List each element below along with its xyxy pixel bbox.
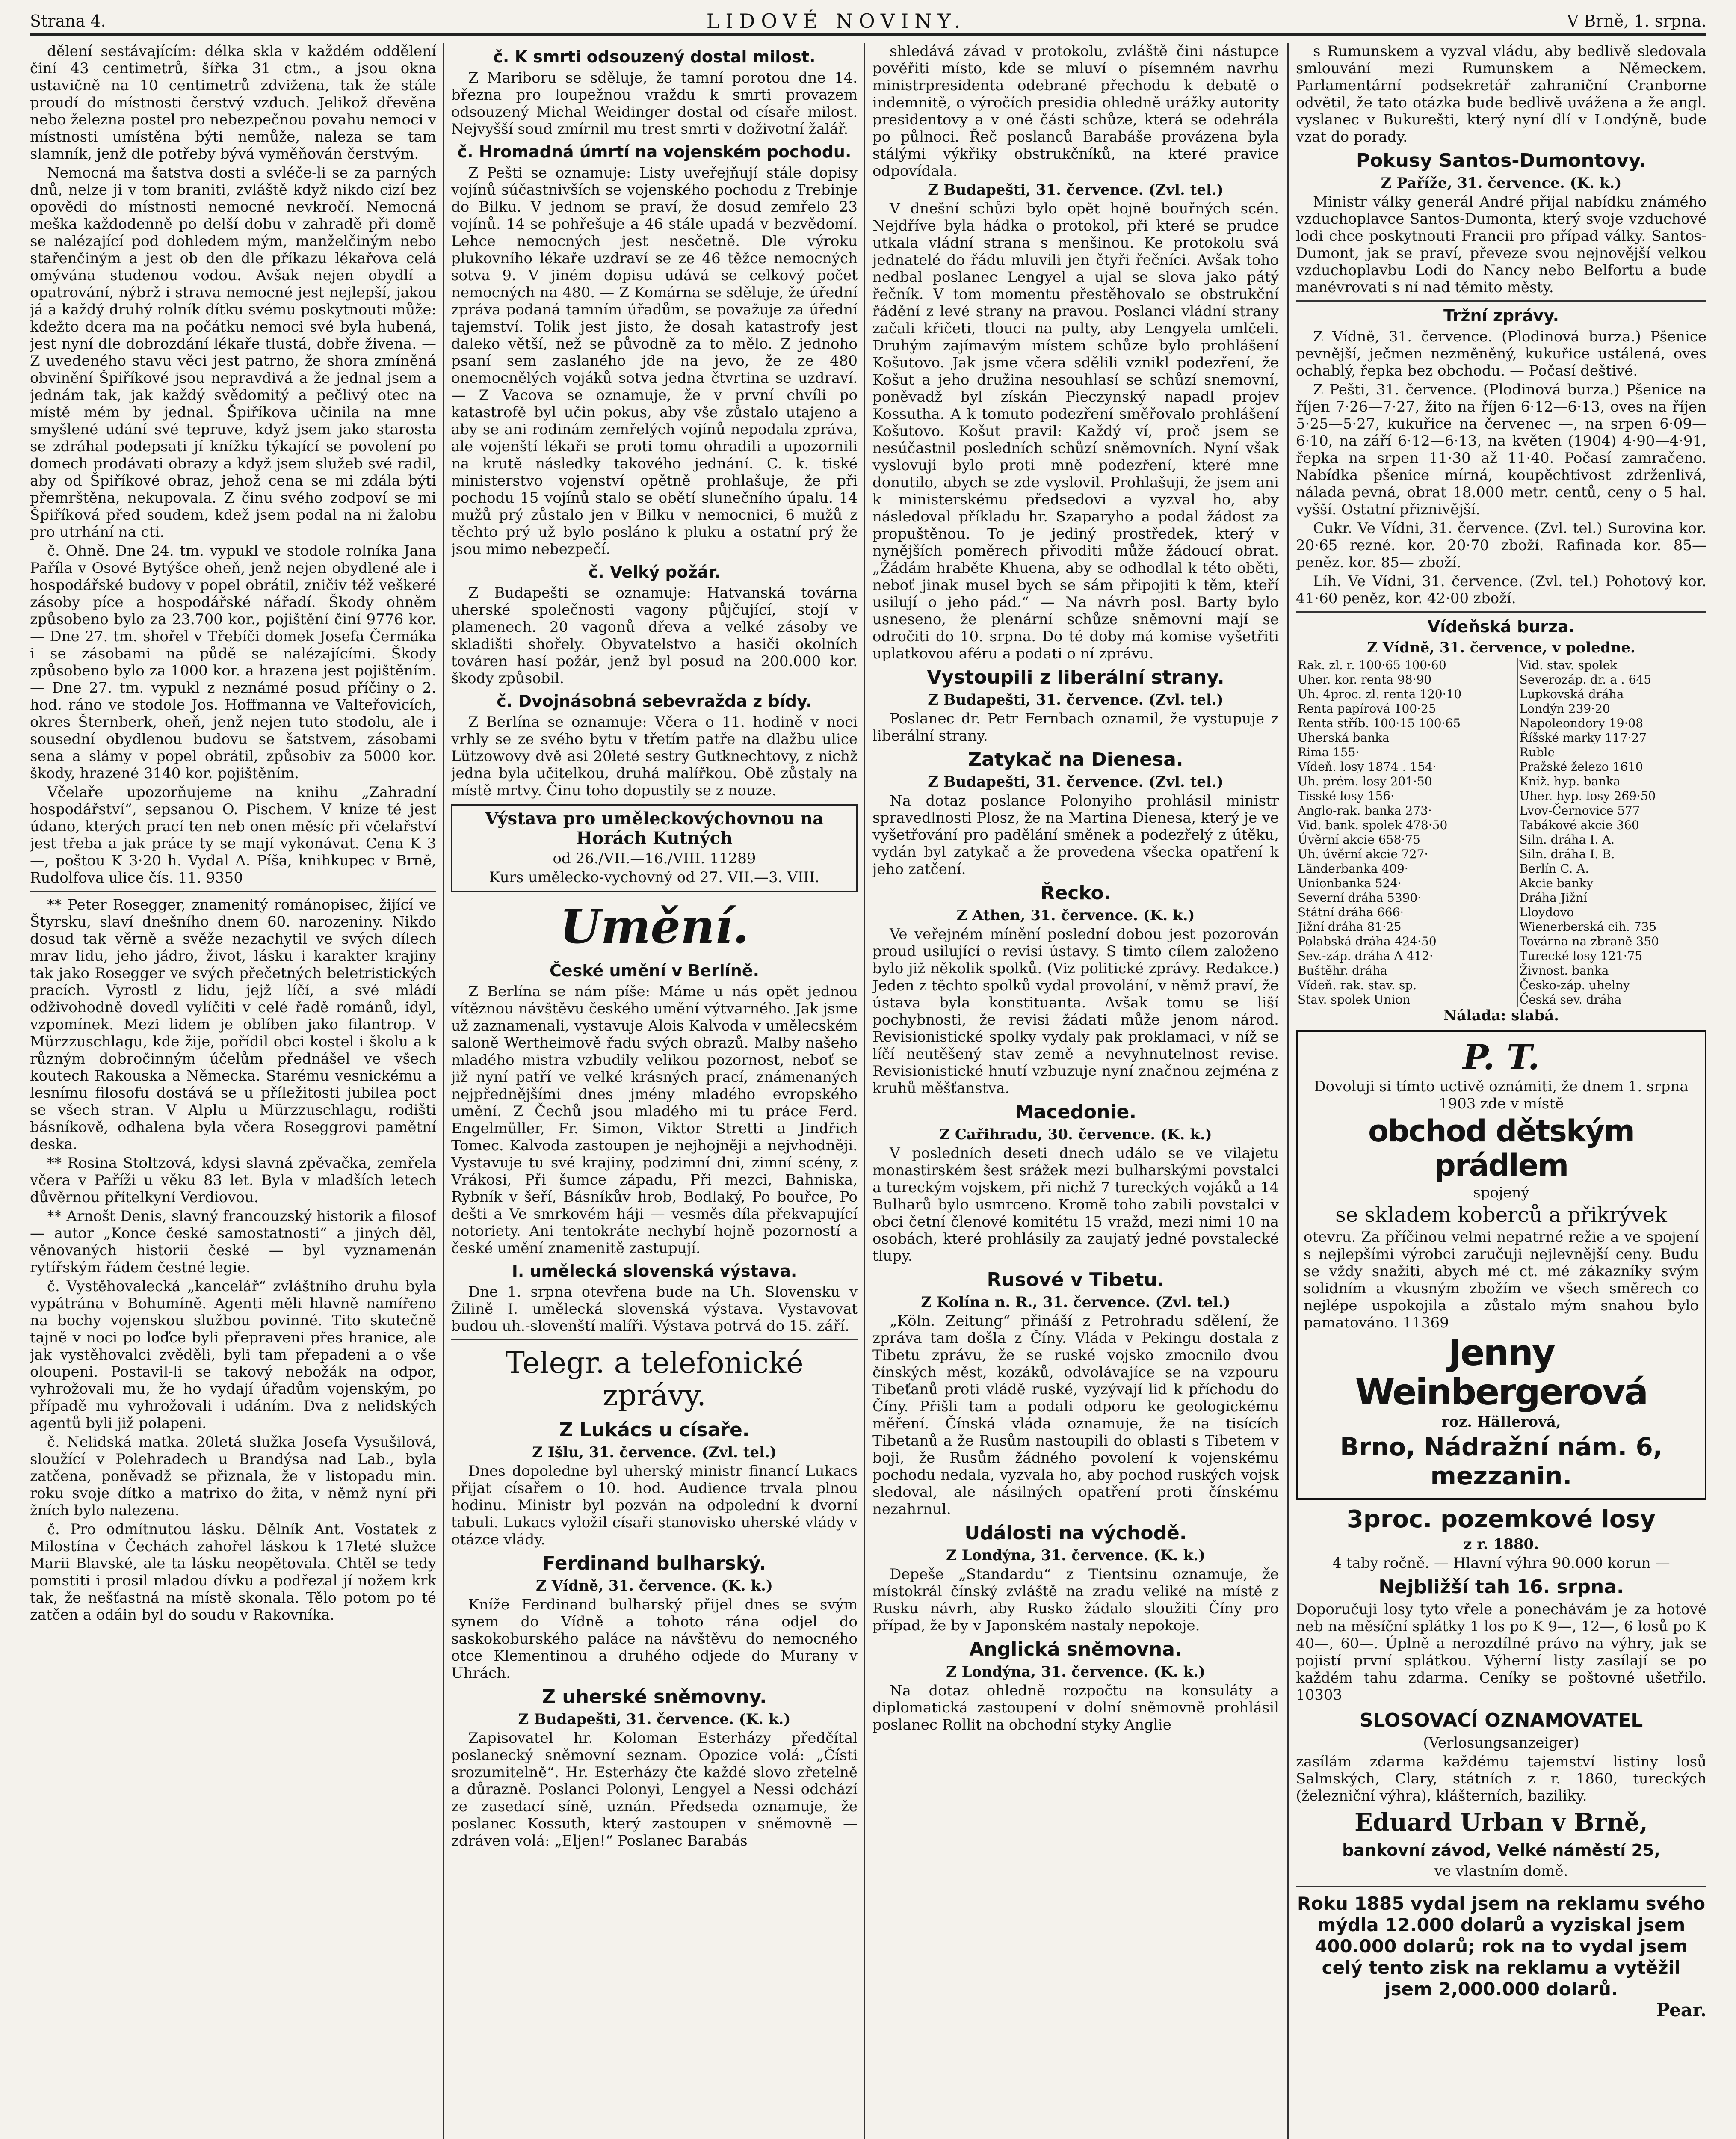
stock-cell: Dráha Jižní xyxy=(1519,891,1587,905)
notice-number: 11289 xyxy=(710,850,756,867)
stock-cell: Rak. zl. r. 100·65 100·60 xyxy=(1296,658,1517,673)
stock-row xyxy=(1296,818,1706,832)
ad-text: zasílám zdarma každému tajemství listiny losů Salmských, Clary, státních z r. 1860, tureckých (železniční výhra), klášterních, baziliky. xyxy=(1296,1753,1706,1804)
stock-row xyxy=(1296,963,1706,978)
stock-row xyxy=(1296,658,1706,673)
article-rosegger: ** Peter Rosegger, znamenitý románopisec, žijící ve Štyrsku, slaví dnešního dnem 60. narozeniny. Nikdo dosud tak věrně a svěže nezachytil ve svých dílech mrav lidu, jeho jádro, život, lásku i karakter krajiny tak jako Rosegger ve svých přečetných beletristických pracích. Vyrostl z lidu, jejž líčí, a své mládí odživohodně dovedl vylíčiti v celé řadě románů, idyl, vzpomínek. Mezi lidem je oblíben jako filantrop. V Mürzzuschlagu, kde žije, pořídil obci kostel i školu a k různým dobročinným účelům přednášel ve všech koutech Rakouska a Německa. Starému vesnickému a lesnímu filosofu dostává se u příležitosti jubilea poct se všech stran. V Alplu u Mürzzuschlagu, rodišti básníkově, odhalena byla včera Roseggrovi pamětní deska. xyxy=(30,896,436,1153)
masthead-title: LIDOVÉ NOVINY. xyxy=(706,9,967,33)
stock-cell: Vídeň. rak. stav. sp. xyxy=(1296,978,1517,992)
exhibition-notice xyxy=(451,804,858,892)
dateline: Z Athen, 31. července. (K. k.) xyxy=(956,907,1195,924)
column-divider xyxy=(1287,43,1289,2139)
stock-row xyxy=(1296,949,1706,963)
article-paragraph: Dnes dopoledne byl uherský ministr financí Lukacs přijat císařem o 10. hod. Audience trvala plnou hodinu. Ministr byl pozván na odpolední k dvorní tabuli. Lukacs vyložil císaři stanovisko uherské vlády v otázce vlády. xyxy=(451,1463,858,1548)
article-paragraph: Z Pešti se oznamuje: Listy uveřejňují stále dopisy vojínů súčastnivších se vojenského pochodu z Trebinje do Bilku. V jednom se praví, že dosud zemřelo 23 vojínů. 14 se pohřešuje a 46 stále upadá v bezvědomí. Lehce nemocných jest nesčetně. Dle výroku plukovního lékaře uzdraví se ze 46 těžce nemocných sotva 9. V jiném dopisu udává se celkový počet nemocných na 480. — Z Komárna se sděluje, že úřední zpráva podaná tamním úřadům, se považuje za úřední tajemství. Tolik jest jisto, že dosah katastrofy jest daleko větší, než se původně za to mělo. Z jednoho psaní sem zaslaného jde na jevo, že ze 480 onemocnělých vojáků sotva jedna čtvrtina se uzdraví. — Z Vacova se oznamuje, že v první chvíli po katastrofě byl učin pokus, aby vše zůstalo utajeno a aby se ani rodinám zemřelých vojínů nepodala zpráva, ale vojenští lékaři se proti tomu ohradili a upozornili na krutě následky takového jednání. C. k. tiské ministerstvo vojenství opětně prohlašuje, že při pochodu 15 vojínů stalo se obětí slunečního úpalu. 14 mužů prý zůstalo jen v Bilku v nemocnici, 6 mužů z těchto prý už bylo posláno k pluku a ostatní prý že jsou mimo nebezpečí. xyxy=(451,164,858,558)
stock-cell: Turecké losy 121·75 xyxy=(1519,949,1643,963)
headline: Vídeňská burza. xyxy=(1427,617,1575,636)
stock-row xyxy=(1296,687,1706,702)
dateline: Z Vídně, 31. července, v poledne. xyxy=(1367,639,1635,656)
stock-cell: Úvěrní akcie 658·75 xyxy=(1296,832,1517,847)
ad-text: (Verlosungsanzeiger) xyxy=(1423,1734,1579,1751)
stock-cell: Uh. úvěrní akcie 727· xyxy=(1296,847,1517,862)
article-paragraph: V posledních deseti dnech událo se ve vilajetu monastirském šest srážek mezi bulharskými povstalci a tureckým vojskem, při nichž 7 tureckých vojáků a 14 Bulharů bylo usmrceno. Kromě toho zabili povstalci v obci četní členové komitétu 15 vražd, mezi nimi 10 na osobách, které prohlásily za zaujatý jedné povstalecké tlupy. xyxy=(872,1145,1279,1265)
ad-address: Brno, Nádražní nám. 6, mezzanin. xyxy=(1340,1432,1662,1490)
dateline: Z Išlu, 31. července. (Zvl. tel.) xyxy=(532,1444,777,1461)
stock-cell: Wienerberská cih. 735 xyxy=(1519,920,1657,934)
ad-headline: obchod dětským prádlem xyxy=(1368,1114,1634,1183)
ad-salutation: P. T. xyxy=(1463,1037,1540,1077)
stock-cell: Lvov-Černovice 577 xyxy=(1519,803,1640,818)
ad-text: spojený xyxy=(1473,1184,1529,1201)
article-paragraph: dělení sestávajícím: délka skla v každém oddělení činí 43 centimetrů, šířka 31 ctm., a jsou okna ustavičně na 10 centimetrů zdvižena, tak že stále proudí do místnosti čerstvý vzduch. Jelikož dřevěna nebo železna postel pro nebezpečnou povahu nemoci v místnosti umístěna býti nemůže, naleza se tam slamník, jenž dle potřeby bývá vyměňován čerstvým. xyxy=(30,43,436,163)
article-paragraph: Zapisovatel hr. Koloman Esterházy předčítal poslanecký sněmovní seznam. Opozice volá: „Čísti srozumitelně“. Hr. Esterházy čte každé slovo zřetelně a důrazně. Poslanci Polonyi, Lengyel a Nessi odchází ze zasedací síně, uznán. Předseda oznamuje, že poslanec Kossuth, který zastoupen v sněmovně — zdráven volá: „Eljen!“ Poslanec Barabás xyxy=(451,1730,858,1849)
stock-cell: Lloydovo xyxy=(1519,905,1574,919)
ad-text: ve vlastním domě. xyxy=(1434,1863,1568,1880)
dateline: Z Budapešti, 31. července. (K. k.) xyxy=(518,1711,791,1728)
stock-cell: Lupkovská dráha xyxy=(1519,687,1624,701)
article-laska: č. Pro odmítnutou lásku. Dělník Ant. Vostatek z Milostína v Čechách zahořel láskou k 17leté služce Marii Blavské, ale ta lásku neopětovala. Chtěl se tedy pomstiti i prosil mladou dívku a podřezal jí nožem krk tak, že nešťastná na místě skonala. Tělo potom po té zatčen a odáin byl do soudu v Rakovníka. xyxy=(30,1521,436,1624)
section-title-telegr: Telegr. a telefonické zprávy. xyxy=(505,1346,804,1413)
stock-row xyxy=(1296,760,1706,774)
stock-row xyxy=(1296,673,1706,687)
ad-year: z r. 1880. xyxy=(1463,1536,1539,1553)
stock-cell: Rima 155· xyxy=(1296,745,1517,760)
article-paragraph: Na dotaz poslance Polonyiho prohlásil ministr spravedlnosti Plosz, že na Martina Dienesa, který je ve vyšetřování pro padělání směnek a podezřelý z útěku, vydán byl zatykač a že provedena všecka opatření k jeho zatčení. xyxy=(872,792,1279,878)
stock-cell: Sev.-záp. dráha A 412· xyxy=(1296,949,1517,963)
dateline: Z Londýna, 31. července. (K. k.) xyxy=(946,1547,1206,1564)
divider xyxy=(30,891,436,892)
notice-course: Kurs umělecko-vychovný od 27. VII.—3. VIII. xyxy=(489,869,819,886)
stock-cell: Siln. dráha I. A. xyxy=(1519,832,1615,847)
dateline: Z Budapešti, 31. července. (Zvl. tel.) xyxy=(928,773,1224,791)
article-matka: č. Nelidská matka. 20letá služka Josefa Vysušilová, sloužící v Polehradech u Brandýsa nad Lab., byla zatčena, poněvadž se přiznala, že v listopadu min. roku svoje dítko a matrixo do žita, v němž nyní při žních bylo nalezena. xyxy=(30,1434,436,1519)
headline: Z uherské sněmovny. xyxy=(542,1686,767,1708)
market-mood: Nálada: slabá. xyxy=(1443,1007,1559,1024)
stock-cell: Severozáp. dr. a . 645 xyxy=(1519,673,1652,687)
column-2 xyxy=(451,43,858,2139)
article-paragraph: Z Budapešti se oznamuje: Hatvanská továrna uherské společnosti vagony půjčující, stojí v plamenech. 20 vagonů dřeva a velké zásoby ve skladišti shořely. Obyvatelstvo a hasiči okolních továren hasí požár, jenž byl posud na 200.000 kor. škody způsobil. xyxy=(451,584,858,687)
stock-cell: Unionbanka 524· xyxy=(1296,876,1517,891)
market-report: Cukr. Ve Vídni, 31. července. (Zvl. tel.) Surovina kor. 20·65 rezné. kor. 20·70 zboží. Rafinada kor. 85— peněz. kor. 85— zboží. xyxy=(1296,520,1706,571)
page-number: Strana 4. xyxy=(30,12,106,30)
article-paragraph: Kníže Ferdinand bulharský přijel dnes se svým synem do Vídně a tohoto rána odjel do saskokoburského paláce na návštěvu do nemocného otce Klementinou a druhého odjede do Murany v Uhrách. xyxy=(451,1596,858,1682)
market-report: Z Vídně, 31. července. (Plodinová burza.) Pšenice pevnější, ječmen nezměněný, kukuřice ustálená, oves ochablý, řepka bez obchodu. — Počasí deštivé. xyxy=(1296,328,1706,379)
column-divider xyxy=(443,43,444,2139)
column-4 xyxy=(1296,43,1706,2139)
headline: Pokusy Santos-Dumontovy. xyxy=(1356,150,1647,172)
ad-text: 4 taby ročně. — Hlavní výhra 90.000 korun — xyxy=(1332,1555,1670,1572)
market-report: Líh. Ve Vídni, 31. července. (Zvl. tel.) Pohotový kor. 41·60 peněz, kor. 42·00 zboží. xyxy=(1296,573,1706,607)
headline: Anglická sněmovna. xyxy=(969,1638,1182,1660)
stock-cell: Vídeň. losy 1874 . 154· xyxy=(1296,760,1517,774)
article-paragraph: shledává závad v protokolu, zvláště čini nástupce pověřiti místo, kde se mluví o písemném navrhu ministrpresidenta odebrané přechodu k debatě o indemnitě, o výročích presidia ohledně urážky autority presidentovy a v oné části schůze, která se odehrála po půlnoci. Řeč poslanců Barabáše provázena byla stálými výkřiky obstrukčníků, na které pravice odpovídala. xyxy=(872,43,1279,180)
divider xyxy=(1296,1886,1706,1887)
advert-urban xyxy=(1296,1709,1706,1880)
headline: Rusové v Tibetu. xyxy=(987,1269,1165,1291)
ad-headline: SLOSOVACÍ OZNAMOVATEL xyxy=(1359,1709,1643,1731)
ad-address: bankovní závod, Velké náměstí 25, xyxy=(1342,1841,1660,1860)
stock-row xyxy=(1296,716,1706,731)
headline: č. K smrti odsouzený dostal milost. xyxy=(493,47,816,66)
stock-row xyxy=(1296,745,1706,760)
stock-cell: Akcie banky xyxy=(1519,876,1594,890)
article-kancelar: č. Vystěhovalecká „kancelář“ zvláštního druhu byla vypátrána v Bohumíně. Agenti měli hlavně namířeno na bochy vojenskou službou povinné. Tito skutečně tajně v noci po loďce byli přepraveni přes hranice, ale jak vystěhovalci zvěděli, byli tam přepadeni a o vše oloupeni. Postavil-li se takový nebožák na odpor, vyhrožovali mu, že ho vydají úřadům vojenským, po případě mu vyhrožovali i udáním. Dva z nelidských agentů byli již polapeni. xyxy=(30,1278,436,1432)
ad-maiden-name: roz. Hällerová, xyxy=(1441,1413,1561,1431)
stock-cell: Vid. stav. spolek xyxy=(1519,658,1618,672)
divider xyxy=(451,1339,858,1340)
article-paragraph: Na dotaz ohledně rozpočtu na konsuláty a diplomatická zastoupení v dolní sněmovně prohlásil poslanec Rollit na obchodní styky Anglie xyxy=(872,1682,1279,1733)
dateline: Z Budapešti, 31. července. (Zvl. tel.) xyxy=(928,691,1224,708)
stock-row xyxy=(1296,774,1706,789)
headline: č. Dvojnásobná sebevražda z bídy. xyxy=(497,692,812,711)
page-date: V Brně, 1. srpna. xyxy=(1567,12,1706,30)
stock-row xyxy=(1296,905,1706,920)
stock-cell: Uherská banka xyxy=(1296,731,1517,745)
stock-cell: Česká sev. dráha xyxy=(1519,992,1622,1007)
headline: Tržní zprávy. xyxy=(1443,306,1559,325)
article-paragraph: Poslanec dr. Petr Fernbach oznamil, že vystupuje z liberální strany. xyxy=(872,710,1279,744)
article-paragraph: Ministr války generál André přijal nabídku známého vzduchoplavce Santos-Dumonta, který svoje vzduchové lodi chce poskytnouti Francii pro případ války. Santos-Dumont, jak se praví, převeze svou nejnovější velkou vzduchoplavbu Lodi do Nancy nebo Belfortu a bude manévrovati s ní nad těmito městy. xyxy=(1296,193,1706,296)
stock-cell: Berlín C. A. xyxy=(1519,862,1589,876)
ad-name: Jenny Weinbergerová xyxy=(1355,1332,1647,1413)
stock-row xyxy=(1296,920,1706,934)
market-report: Z Pešti, 31. července. (Plodinová burza.) Pšenice na říjen 7·26—7·27, žito na říjen 6·12—6·13, oves na říjen 5·25—5·27, kukuřice na červenec —, na srpen 6·09—6·10, na září 6·12—6·13, na květen (1904) 4·90—4·91, řepka na srpen 11·30 až 11·40. Počasí zamračeno. Nabídka pšenice mírná, koupěchtivost zdrženlivá, nálada pevná, obrat 18.000 metr. centů, ceny o 5 hal. vyšší. Ostatní přiznivější. xyxy=(1296,381,1706,518)
stock-row xyxy=(1296,702,1706,716)
stock-cell: Anglo-rak. banka 273· xyxy=(1296,803,1517,818)
stock-cell: Ruble xyxy=(1519,745,1555,759)
article-paragraph: s Rumunskem a vyzval vládu, aby bedlivě sledovala smlouvání mezi Rumunskem a Německem. Parlamentární podsekretář zahraniční Cranborne odvětil, že tato otázka bude bedlivě uvážena a že angl. vyslanec v Bukurešti, který nyní dlí v Londýně, bude vzat do porady. xyxy=(1296,43,1706,145)
stock-cell: Länderbanka 409· xyxy=(1296,862,1517,876)
stock-cell: Uh. 4proc. zl. renta 120·10 xyxy=(1296,687,1517,702)
headline: Události na východě. xyxy=(964,1522,1187,1544)
headline: Macedonie. xyxy=(1014,1101,1137,1123)
dateline: Z Paříže, 31. července. (K. k.) xyxy=(1381,175,1622,192)
stock-cell: Uher. kor. renta 98·90 xyxy=(1296,673,1517,687)
stock-cell: Tabákové akcie 360 xyxy=(1519,818,1639,832)
dateline: Z Cařihradu, 30. července. (K. k.) xyxy=(939,1126,1212,1143)
ad-text: Roku 1885 vydal jsem na reklamu svého mýdla 12.000 dolarů a vyziskal jsem 400.000 dolarů; rok na to vydal jsem celý tento zisk na reklamu a vytěžil jsem 2,000.000 dolarů. xyxy=(1297,1893,1706,2000)
section-title-umeni: Umění. xyxy=(559,899,749,954)
stock-row xyxy=(1296,876,1706,891)
column-3 xyxy=(872,43,1279,2139)
article-paragraph: Ve veřejném mínění poslední dobou jest pozorován proud usilující o revisi ústavy. S timto cílem založeno bylo již několik spolků. (Viz politické zprávy. Redakce.) Jeden z těchto spolků vydal provolání, v němž praví, že ústava byla konstituanta. Avšak tomu se liší pochybnosti, že revisi žádati může jenom národ. Revisionistické spolky vydaly pak proklamaci, v níž se líčí neutěšený stav země a nevyhnutelnost revise. Revisionistické hnutí vzbuzuje nyní značnou zejména z kruhů měšťanstva. xyxy=(872,926,1279,1097)
stock-cell: Buštěhr. dráha xyxy=(1296,963,1517,978)
dateline: Z Budapešti, 31. července. (Zvl. tel.) xyxy=(928,181,1224,198)
ad-headline: 3proc. pozemkové losy xyxy=(1346,1505,1656,1533)
stock-cell: Renta papírová 100·25 xyxy=(1296,702,1517,716)
ad-signature: Pear. xyxy=(1656,2000,1706,2020)
column-divider xyxy=(864,43,865,2139)
divider xyxy=(1296,300,1706,302)
article-paragraph: Z Berlína se nám píše: Máme u nás opět jednou vítěznou návštěvu českého umění výtvarného. Jak jsme už zaznamenali, vystavuje Alois Kalvoda v umělecském saloně Wertheimově řadu svých obrazů. Malby našeho mladého mistra vzbudily velikou pozornost, neboť se již nyní patří ve velké krásných prací, známenaných nejpřednějšími dnes jmény mladého evropského umění. Z Čechů jsou mladého mi tu práce Ferd. Engelmüller, Fr. Simon, Viktor Stretti a Jindřich Tomec. Kalvoda zastoupen je nejhojněji a nejvhodněji. Vystavuje tu své krajiny, podzimní dni, zimní scény, z Vrákosi, Při šumce západu, Při mezci, Bahniska, Rybník v šeří, Básníkův hrob, Bodlaký, Po bouřce, Po dešti a Ve smrkovém háji — vesměs díla překvapující notoriety. Ani tentokráte nechybí hojně pozorností a české umění znamenitě zastupují. xyxy=(451,983,858,1257)
dateline: Z Vídně, 31. července. (K. k.) xyxy=(536,1577,773,1594)
stock-table xyxy=(1296,658,1706,1007)
article-paragraph: Depeše „Standardu“ z Tientsinu oznamuje, že místokrál čínský zvláště na zradu veliké na místě z Rusku návrh, aby Rusko žádalo sloužiti Číny pro případ, že by v Japonském nastaly nepokoje. xyxy=(872,1566,1279,1634)
page-header xyxy=(30,9,1706,36)
ad-text: Doporučuji losy tyto vřele a ponechávám je za hotové neb na měsíční splátky 1 los po K 9—, 12—, 6 losů po K 40—, 60—. Úplně a nerozdílné právo na výhry, jak se pojistí první splátkou. Výherní listy zasílají se po každém tahu zdarma. Ceníky se poštovné ušetřilo. 10303 xyxy=(1296,1601,1706,1703)
article-paragraph: Z Mariboru se sděluje, že tamní porotou dne 14. března pro loupežnou vraždu k smrti provazem odsouzený Michal Weidinger dostal od císaře milost. Nejvyšší soud zmírnil mu trest smrti v doživotní žalář. xyxy=(451,69,858,138)
stock-cell: Kníž. hyp. banka xyxy=(1519,774,1621,788)
article-stoltzova: ** Rosina Stoltzová, kdysi slavná zpěvačka, zemřela včera v Paříži u věku 83 let. Byla v mladších letech důvěrnou přítelkyní Verdiovou. xyxy=(30,1155,436,1206)
headline: Zatykač na Dienesa. xyxy=(968,749,1183,770)
article-paragraph: „Köln. Zeitung“ přináší z Petrohradu sdělení, že zpráva tam došla z Číny. Vláda v Pekingu dostala z Tibetu zprávu, že se ruské vojsko zmocnilo dvou čínských měst, kozáků, odvolávajíce se na vzpouru Tibeťanů proti vládě ruské, vyzývají lid k příchodu do Číny. Přišli tam a podali odporu ke geologickému měření. Čínská vláda oznamuje, že na tisících Tibetanů a že Rusům nastoupili do oblasti s Tibetem v boji, že Rusům žádného povolení k vojenskému pochodu nedala, vyzvala ho, aby pochod ruských vojsk sledoval, ale násilných opatření proti čínskému nezahrnul. xyxy=(872,1312,1279,1518)
dateline: Z Londýna, 31. července. (K. k.) xyxy=(946,1663,1206,1680)
article-paragraph: Dne 1. srpna otevřena bude na Uh. Slovensku v Žilině I. umělecká slovenská výstava. Vystavovat budou uh.-slovenští malíři. Výstava potrvá do 15. září. xyxy=(451,1283,858,1335)
stock-cell: Pražské železo 1610 xyxy=(1519,760,1643,774)
column-1 xyxy=(30,43,436,2139)
stock-row xyxy=(1296,832,1706,847)
stock-cell: Uher. hyp. losy 269·50 xyxy=(1519,789,1656,803)
headline: č. Velký požár. xyxy=(588,563,721,581)
ad-subheadline: Nejbližší tah 16. srpna. xyxy=(1378,1576,1624,1598)
stock-row xyxy=(1296,789,1706,803)
advert-pear xyxy=(1296,1893,1706,2019)
stock-row xyxy=(1296,934,1706,949)
stock-cell: Vid. bank. spolek 478·50 xyxy=(1296,818,1517,832)
stock-row xyxy=(1296,992,1706,1007)
stock-cell: Londýn 239·20 xyxy=(1519,702,1610,716)
ad-name: Eduard Urban v Brně, xyxy=(1354,1808,1648,1837)
divider xyxy=(1296,611,1706,613)
ad-subheadline: se skladem koberců a přikrývek xyxy=(1335,1203,1667,1227)
headline: Řecko. xyxy=(1040,882,1111,904)
stock-cell: Severní dráha 5390· xyxy=(1296,891,1517,905)
stock-cell: Renta stříb. 100·15 100·65 xyxy=(1296,716,1517,731)
stock-row xyxy=(1296,847,1706,862)
stock-row xyxy=(1296,731,1706,745)
stock-row xyxy=(1296,803,1706,818)
stock-row xyxy=(1296,891,1706,905)
book-notice: Včelaře upozorňujeme na knihu „Zahradní hospodářství“, sepsanou O. Pischem. V knize té jest údano, kterých prací ten neb onen měsíc při včelařství jest třeba a jak práce ty se mají vykonávat. Cena K 3—, poštou K 3·20 h. Vydal A. Píša, knihkupec v Brně, Rudolfova ulice čís. 11. 9350 xyxy=(30,784,436,886)
notice-dates: od 26./VII.—16./VIII. xyxy=(553,850,705,867)
headline: České umění v Berlíně. xyxy=(549,961,760,980)
stock-cell: Stav. spolek Union xyxy=(1296,992,1517,1007)
headline: I. umělecká slovenská výstava. xyxy=(512,1262,797,1280)
headline: Ferdinand bulharský. xyxy=(542,1552,766,1574)
advert-losy xyxy=(1296,1506,1706,1703)
stock-cell: Továrna na zbraně 350 xyxy=(1519,934,1659,948)
ad-text: Dovoluji si tímto uctivě oznámiti, že dnem 1. srpna 1903 zde v místě xyxy=(1314,1078,1689,1112)
advert-weinbergerova xyxy=(1296,1030,1706,1500)
stock-cell: Napoleondory 19·08 xyxy=(1519,716,1644,730)
stock-cell: Státní dráha 666· xyxy=(1296,905,1517,920)
stock-row xyxy=(1296,862,1706,876)
dateline: Z Kolína n. R., 31. července. (Zvl. tel.) xyxy=(921,1294,1230,1311)
stock-cell: Česko-záp. uhelny xyxy=(1519,978,1630,992)
headline: č. Hromadná úmrtí na vojenském pochodu. xyxy=(457,142,852,161)
article-paragraph: Z Berlína se oznamuje: Včera o 11. hodině v noci vrhly se ze svého bytu v třetím patře na dlažbu ulice Lützowovy dvě asi 20leté sestry Gutknechtovy, z nichž jedna byla učitelkou, druhá malířkou. Obě zůstaly na místě mrtvy. Činu toho dopustily se z nouze. xyxy=(451,714,858,799)
stock-cell: Jižní dráha 81·25 xyxy=(1296,920,1517,934)
stock-row xyxy=(1296,978,1706,992)
notice-title: Výstava pro uměleckovýchovnou na Horách Kutných xyxy=(485,809,824,848)
headline: Z Lukács u císaře. xyxy=(559,1419,750,1441)
stock-cell: Říšské marky 117·27 xyxy=(1519,731,1647,745)
stock-cell: Uh. prém. losy 201·50 xyxy=(1296,774,1517,789)
stock-cell: Siln. dráha I. B. xyxy=(1519,847,1615,861)
article-denis: ** Arnošt Denis, slavný francouzský historik a filosof — autor „Konce české samostatnosti“ a jiných děl, věnovaných historii české — byl vyznamenán rytířským řádem čestné legie. xyxy=(30,1208,436,1276)
article-ohne: č. Ohně. Dne 24. tm. vypukl ve stodole rolníka Jana Paříla v Osové Bytýšce oheň, jenž nejen obydlené ale i hospodářské budovy v popel obrátil, zničiv též veškeré zásoby píce a hospodářské nářadí. Škody ohněm způsobeno bylo za 23.700 kor., pojištění činí 9776 kor. — Dne 27. tm. shořel v Třebíči domek Josefa Čermáka i se zásobami na půdě se nalézajícími. Škody způsobeno bylo za 1000 kor. a hrazena jest pojištěním. — Dne 27. tm. vypukl z neznámé posud příčiny o 2. hod. ráno ve stodole Jos. Hoffmanna ve Valteřovicích, okres Šternberk, oheň, jenž nejen tuto stodolu, ale i sousední obydlenou budovu se šatstvem, zásobami sena a slámy v popel obrátil, způsobiv za 5000 kor. škody, hrazené 3140 kor. pojištěním. xyxy=(30,542,436,782)
article-paragraph: Nemocná ma šatstva dosti a svléče-li se za parných dnů, nelze ji v tom braniti, zvláště když nikdo cizí bez opovědi do místnosti nemocné nevkročí. Nemocná meška každodenně po delší dobu v zahradě při domě se nalézající pod dohledem mým, manželčiným nebo stařenčiným a jest ob den dle příkazu lékařova celá omývána studenou vodou. Avšak nejen obydlí a opatrování, nýbrž i strava nemocné jest nejlepší, jakou já a každý druhý rolník dítku svému poskytnouti může: kdežto dcera ma na počátku nemoci své byla hubená, jest nyní dle dobrozdání lékaře tlustá, dobře živena. — Z uvedeného stavu věci jest patrno, že shora zmíněná obvinění Špiříkové jsou nepravdivá a že jednal jsem a jednám tak, jak každý svědomitý a pečlivý otec na místě mém by jednal. Špiříkova učinila na mne smyšlené udání své tepruve, když jsem jako starosta se zdráhal podepsati jí knížku týkající se povolení po domech prodávati obrazy a když jsem služeb své radil, aby od Špiříkové obraz, jehož cena se mi zdála býti přemrštěna, nekupovala. Z činu svého zodpoví se mi Špiříková před soudem, kdež jsem podal na ni žalobu pro utrhání na cti. xyxy=(30,164,436,541)
ad-text: otevru. Za příčinou velmi nepatrné režie a ve spojení s nejlepšími výrobci zaručuji nejlevnější ceny. Budu se vždy snažiti, abych mé ct. mé zákazníky svým solidním a vkusným zbožím ve všech směrech co nejlépe uspokojila a zůstalo mým snahou bylo pamatováno. 11369 xyxy=(1304,1229,1699,1331)
stock-cell: Živnost. banka xyxy=(1519,963,1609,978)
stock-cell: Tisské losy 156· xyxy=(1296,789,1517,803)
article-paragraph: V dnešní schůzi bylo opět hojně bouřných scén. Nejdříve byla hádka o protokol, při které se prudce utkala vládní strana s menšinou. Ke protokolu svá jednatelé do řádu mluvili jen čtyři řečníci. Avšak toho nedbal poslanec Lengyel a ujal se slova jako pátý řečník. V tom momentu přestěhovalo se obstrukční řádění z levé strany na pravou. Poslanci vládní strany začali křičeti, tlouci na pulty, aby Lengyela umlčeli. Druhým zajímavým místem schůze bylo prohlášení Košutovo. Jak jsme včera sdělili vznikl podezření, že Košut a jeho družina nesouhlasí se schůzí snemovní, poněvadž byl získán Pieczynský napadl projev Kossutha. A k tomuto podezření směřovalo prohlášení Košutovo. Košut pravil: Každý ví, proč jsem se nesúčastnil posledních schůzí sněmovních. Nyní však vyslovuji bylo proti mně podezření, které mne donutilo, abych se zde vyslovil. Prohlašuji, že jsem ani k ministerskému předsedovi a vyzval ho, aby následoval příkladu hr. Szaparyho a podal žádost za propuštěnou. To je jediný prostředek, který v nynějších poměrech přivoditi může žádoucí obrat. „Žádám hraběte Khuena, aby se odhodlal k této oběti, neboť jinak musel bych se sám připojiti k těm, kteří usilují o jeho pád.“ — Na návrh posl. Barty bylo usneseno, že plenární schůze sněmovní mají se odročiti do 10. srpna. Do té doby má komise vyšetřiti uplatkovou aféru a podati o ní zprávu. xyxy=(872,200,1279,662)
headline: Vystoupili z liberální strany. xyxy=(927,667,1224,688)
stock-cell: Polabská dráha 424·50 xyxy=(1296,934,1517,949)
